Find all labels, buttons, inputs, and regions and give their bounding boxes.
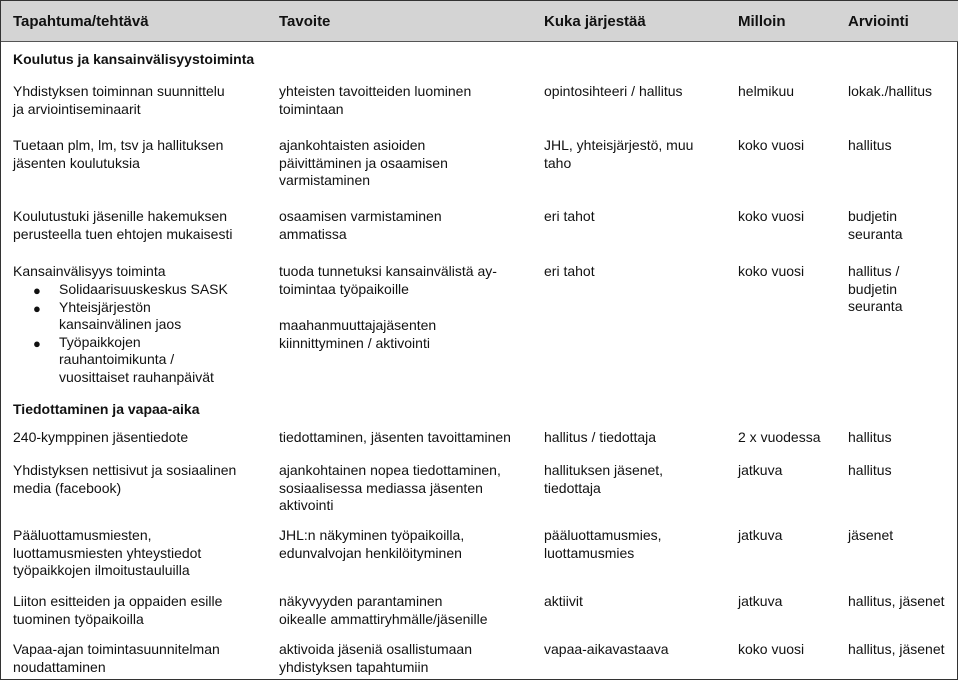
cell-task: Liiton esitteiden ja oppaiden esille tuominen työpaikoilla [13,593,223,627]
header-organizer: Kuka järjestää [544,13,646,30]
cell-task: Koulutustuki jäsenille hakemuksen perusteella tuen ehtojen mukaisesti [13,208,233,242]
cell-goal: ajankohtaisten asioiden päivittäminen ja osaamisen varmistaminen [279,137,448,188]
cell-organizer: JHL, yhteisjärjestö, muu taho [544,137,694,171]
cell-organizer: eri tahot [544,263,595,279]
cell-organizer: eri tahot [544,208,595,224]
cell-organizer: aktiivit [544,593,583,609]
cell-goal: tiedottaminen, jäsenten tavoittaminen [279,429,511,445]
list-item-label: Työpaikkojen rauhantoimikunta / vuosittaiset rauhanpäivät [59,333,214,385]
cell-when: koko vuosi [738,263,805,279]
cell-when: jatkuva [738,593,783,609]
list-item-label: Solidaarisuuskeskus SASK [59,281,228,297]
cell-task: Pääluottamusmiesten, luottamusmiesten yhteystiedot työpaikkojen ilmoitustauluilla [13,527,202,578]
cell-when: koko vuosi [738,641,805,657]
list-item-label: Yhteisjärjestön kansainvälinen jaos [59,298,182,332]
cell-when: helmikuu [738,83,795,99]
cell-task: Tuetaan plm, lm, tsv ja hallituksen jäsenten koulutuksia [13,137,224,171]
bullet-icon: ● [33,300,41,316]
cell-organizer: opintosihteeri / hallitus [544,83,683,99]
cell-goal: osaamisen varmistaminen ammatissa [279,208,442,242]
cell-goal: ajankohtainen nopea tiedottaminen, sosiaalisessa mediassa jäsenten aktivointi [279,462,501,513]
cell-task: Yhdistyksen toiminnan suunnittelu ja arviointiseminaarit [13,83,225,117]
section-title-communication: Tiedottaminen ja vapaa-aika [13,401,200,417]
cell-goal: yhteisten tavoitteiden luominen toimintaan [279,83,472,117]
table-header [1,1,958,42]
cell-when: 2 x vuodessa [738,429,821,445]
cell-evaluation: hallitus [848,462,892,478]
cell-goal: aktivoida jäseniä osallistumaan yhdistyksen tapahtumiin [279,641,472,675]
cell-goal: tuoda tunnetuksi kansainvälistä ay- toimintaa työpaikoille [279,263,497,297]
cell-organizer: hallituksen jäsenet, tiedottaja [544,462,664,496]
cell-evaluation: hallitus, jäsenet [848,593,945,609]
cell-task: Yhdistyksen nettisivut ja sosiaalinen media (facebook) [13,462,237,496]
list-item [13,281,228,299]
cell-goal-secondary: maahanmuuttajajäsenten kiinnittyminen / aktivointi [279,317,437,351]
cell-when: jatkuva [738,462,783,478]
bullet-icon: ● [33,335,41,351]
header-task: Tapahtuma/tehtävä [13,13,149,30]
cell-organizer: vapaa-aikavastaava [544,641,669,657]
header-evaluation: Arviointi [848,13,909,30]
cell-task: 240-kymppinen jäsentiedote [13,429,189,445]
cell-evaluation: hallitus / budjetin seuranta [848,263,903,314]
cell-evaluation: jäsenet [848,527,894,543]
cell-evaluation: budjetin seuranta [848,208,903,242]
cell-task: Vapaa-ajan toimintasuunnitelman noudattaminen [13,641,220,675]
bullet-icon: ● [33,283,41,298]
cell-organizer: hallitus / tiedottaja [544,429,657,445]
header-when: Milloin [738,13,786,30]
header-goal: Tavoite [279,13,331,30]
cell-evaluation: hallitus [848,137,892,153]
cell-task-title: Kansainvälisyys toiminta [13,263,166,279]
cell-evaluation: hallitus, jäsenet [848,641,945,657]
cell-goal: JHL:n näkyminen työpaikoilla, edunvalvojan henkilöityminen [279,527,465,561]
cell-goal: näkyvyyden parantaminen oikealle ammattiryhmälle/jäsenille [279,593,488,627]
cell-when: koko vuosi [738,208,805,224]
bullet-list [13,281,228,386]
list-item [13,299,228,334]
section-title-training: Koulutus ja kansainvälisyystoiminta [13,51,255,67]
list-item [13,334,228,387]
cell-when: koko vuosi [738,137,805,153]
cell-organizer: pääluottamusmies, luottamusmies [544,527,662,561]
cell-when: jatkuva [738,527,783,543]
cell-evaluation: hallitus [848,429,892,445]
cell-evaluation: lokak./hallitus [848,83,933,99]
